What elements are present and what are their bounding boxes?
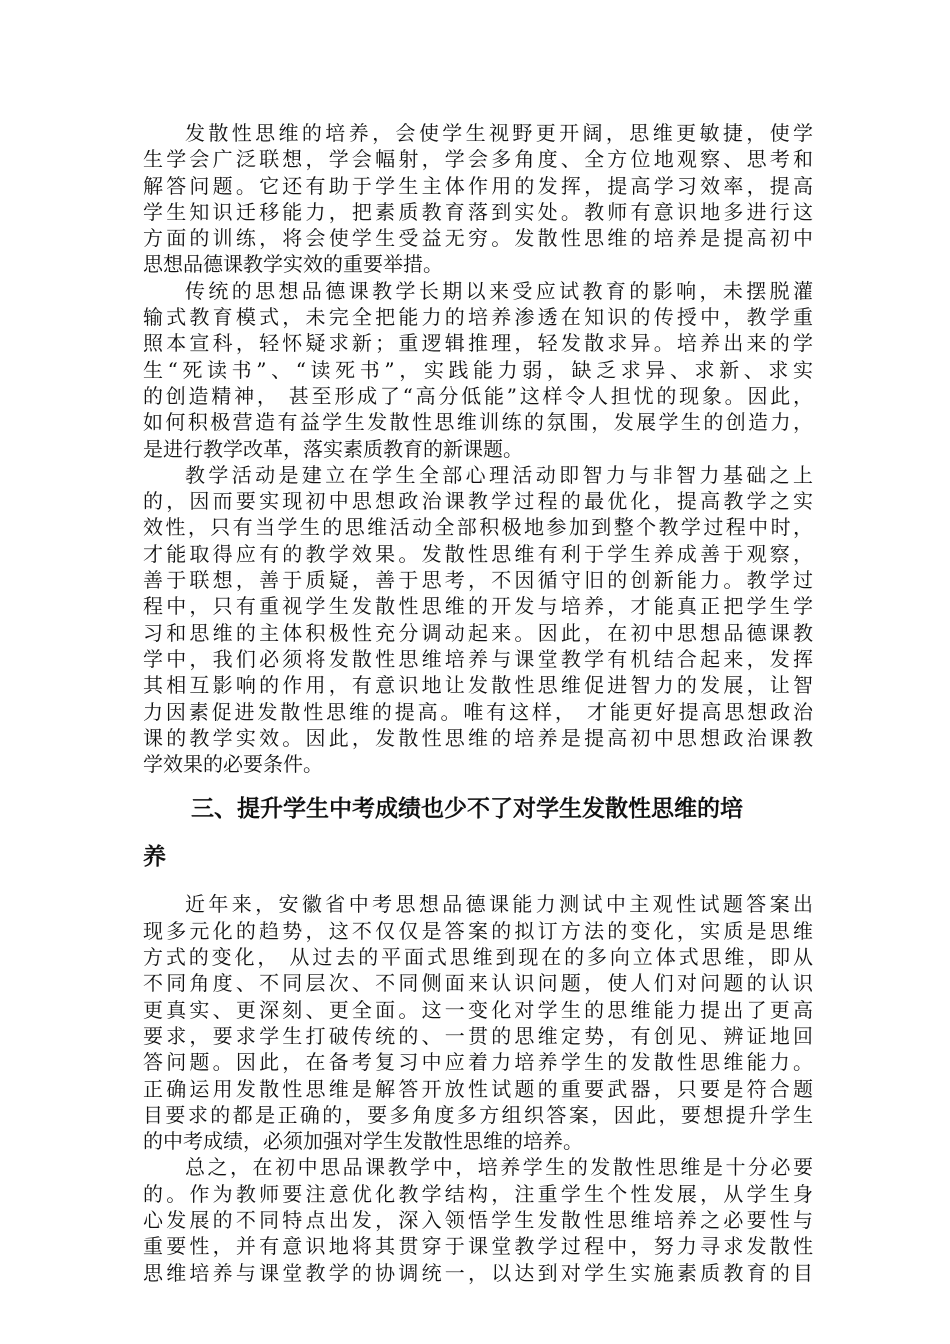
- text-line: 方面的训练，将会使学生受益无穷。发散性思维的培养是提高初中: [143, 226, 813, 251]
- text-line: 更真实、更深刻、更全面。这一变化对学生的思维能力提出了更高: [143, 997, 813, 1022]
- text-line: 照本宣科，轻怀疑求新；重逻辑推理，轻发散求异。培养出来的学: [143, 331, 813, 356]
- text-line: 程中，只有重视学生发散性思维的开发与培养，才能真正把学生学: [143, 594, 813, 619]
- text-line: 方式的变化， 从过去的平面式思维到现在的多向立体式思维，即从: [143, 945, 813, 970]
- paragraph: [143, 462, 813, 778]
- section-heading: 三、提升学生中考成绩也少不了对学生发散性思维的培: [191, 796, 743, 823]
- text-line: 如何积极营造有益学生发散性思维训练的氛围，发展学生的创造力，: [143, 410, 813, 435]
- text-line: 现多元化的趋势，这不仅仅是答案的拟订方法的变化，实质是思维: [143, 918, 813, 943]
- text-line: 总之，在初中思品课教学中，培养学生的发散性思维是十分必要: [185, 1155, 813, 1180]
- text-line: 学中，我们必须将发散性思维培养与课堂教学有机结合起来，发挥: [143, 646, 813, 671]
- text-line: 近年来，安徽省中考思想品德课能力测试中主观性试题答案出: [185, 892, 813, 917]
- text-line: 重要性，并有意识地将其贯穿于课堂教学过程中，努力寻求发散性: [143, 1234, 813, 1259]
- text-line: 力因素促进发散性思维的提高。唯有这样， 才能更好提高思想政治: [143, 699, 813, 724]
- text-line: 生学会广泛联想，学会幅射，学会多角度、全方位地观察、思考和: [143, 147, 813, 172]
- paragraph: [143, 278, 813, 462]
- text-line: 解答问题。它还有助于学生主体作用的发挥，提高学习效率，提高: [143, 173, 813, 198]
- text-line: 其相互影响的作用，有意识地让发散性思维促进智力的发展，让智: [143, 673, 813, 698]
- text-line: 答问题。因此，在备考复习中应着力培养学生的发散性思维能力。: [143, 1050, 813, 1075]
- text-line: 学效果的必要条件。: [143, 752, 323, 777]
- document-body: [143, 120, 813, 1286]
- text-line: 思维培养与课堂教学的协调统一，以达到对学生实施素质教育的目: [143, 1260, 813, 1285]
- text-line: 课的教学实效。因此，发散性思维的培养是提高初中思想政治课教: [143, 725, 813, 750]
- text-line: 善于联想，善于质疑，善于思考，不因循守旧的创新能力。教学过: [143, 568, 813, 593]
- text-line: 才能取得应有的教学效果。发散性思维有利于学生养成善于观察，: [143, 541, 813, 566]
- text-line: 的中考成绩，必须加强对学生发散性思维的培养。: [143, 1129, 583, 1154]
- text-line: 学生知识迁移能力，把素质教育落到实处。教师有意识地多进行这: [143, 199, 813, 224]
- text-line: 是进行教学改革，落实素质教育的新课题。: [143, 436, 523, 461]
- text-line: 目要求的都是正确的，要多角度多方组织答案，因此，要想提升学生: [143, 1102, 813, 1127]
- text-line: 习和思维的主体积极性充分调动起来。因此，在初中思想品德课教: [143, 620, 813, 645]
- paragraph: [143, 891, 813, 1154]
- text-line: 发散性思维的培养，会使学生视野更开阔，思维更敏捷，使学: [185, 121, 813, 145]
- text-line: 的创造精神， 甚至形成了“高分低能”这样令人担忧的现象。因此，: [143, 383, 813, 408]
- text-line: 教学活动是建立在学生全部心理活动即智力与非智力基础之上: [185, 462, 813, 487]
- text-line: 正确运用发散性思维是解答开放性试题的重要武器，只要是符合题: [143, 1076, 813, 1101]
- paragraph: [143, 1154, 813, 1285]
- text-line: 要求，要求学生打破传统的、一贯的思维定势，有创见、辨证地回: [143, 1023, 813, 1048]
- text-line: 的。作为教师要注意优化教学结构，注重学生个性发展，从学生身: [143, 1181, 813, 1206]
- text-line: 的，因而要实现初中思想政治课教学过程的最优化，提高教学之实: [143, 489, 813, 514]
- text-line: 效性，只有当学生的思维活动全部积极地参加到整个教学过程中时，: [143, 515, 813, 540]
- text-line: 不同角度、不同层次、不同侧面来认识问题，使人们对问题的认识: [143, 971, 813, 996]
- text-line: 输式教育模式，未完全把能力的培养渗透在知识的传授中，教学重: [143, 305, 813, 330]
- spacer: [143, 877, 813, 891]
- paragraph: [143, 120, 813, 278]
- text-line: 传统的思想品德课教学长期以来受应试教育的影响，未摆脱灌: [185, 278, 813, 303]
- section-heading-continuation: 养: [143, 844, 166, 871]
- text-line: 思想品德课教学实效的重要举措。: [143, 252, 443, 277]
- text-line: 心发展的不同特点出发，深入领悟学生发散性思维培养之必要性与: [143, 1207, 813, 1232]
- text-line: 生“死读书”、“读死书”，实践能力弱，缺乏求异、求新、求实: [143, 357, 813, 382]
